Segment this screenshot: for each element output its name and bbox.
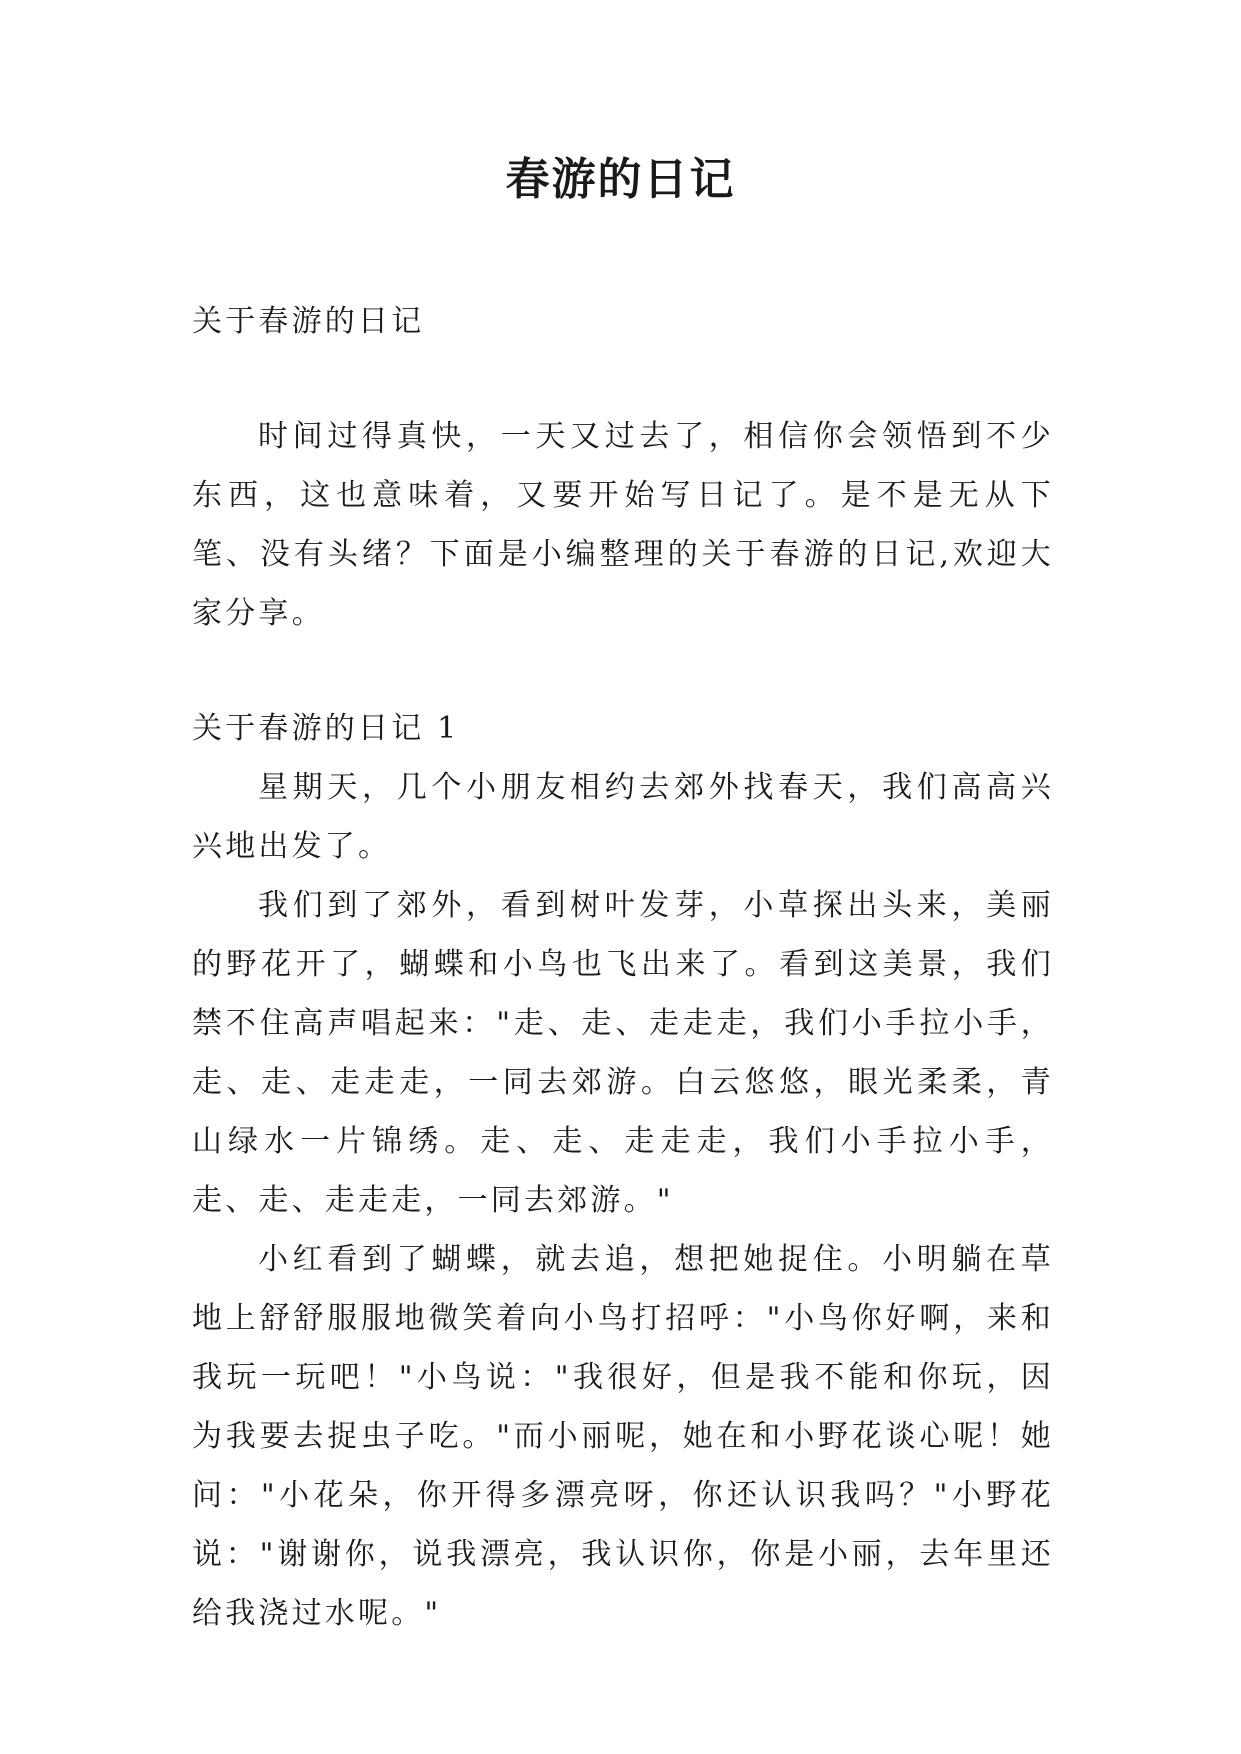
document-body (192, 292, 1054, 1643)
document-subtitle: 关于春游的日记 (192, 304, 425, 339)
intro-paragraph: 时间过得真快，一天又过去了，相信你会领悟到不少东西，这也意味着，又要开始写日记了。是不是无从下笔、没有头绪？下面是小编整理的关于春游的日记,欢迎大家分享。 (192, 419, 1054, 631)
document-title: 春游的日记 (505, 154, 736, 205)
body-paragraph-2: 我们到了郊外，看到树叶发芽，小草探出头来，美丽的野花开了，蝴蝶和小鸟也飞出来了。看到这美景，我们禁不住高声唱起来："走、走、走走走，我们小手拉小手，走、走、走走走，一同去郊游。白云悠悠，眼光柔柔，青山绿水一片锦绣。走、走、走走走，我们小手拉小手，走、走、走走走，一同去郊游。" (192, 888, 1054, 1218)
body-paragraph-3: 小红看到了蝴蝶，就去追，想把她捉住。小明躺在草地上舒舒服服地微笑着向小鸟打招呼："小鸟你好啊，来和我玩一玩吧！"小鸟说："我很好，但是我不能和你玩，因为我要去捉虫子吃。"而小丽呢，她在和小野花谈心呢！她问："小花朵，你开得多漂亮呀，你还认识我吗？"小野花说："谢谢你，说我漂亮，我认识你，你是小丽，去年里还给我浇过水呢。" (192, 1242, 1054, 1631)
section-heading: 关于春游的日记 1 (192, 711, 460, 746)
body-paragraph-1: 星期天，几个小朋友相约去郊外找春天，我们高高兴兴地出发了。 (192, 770, 1054, 864)
